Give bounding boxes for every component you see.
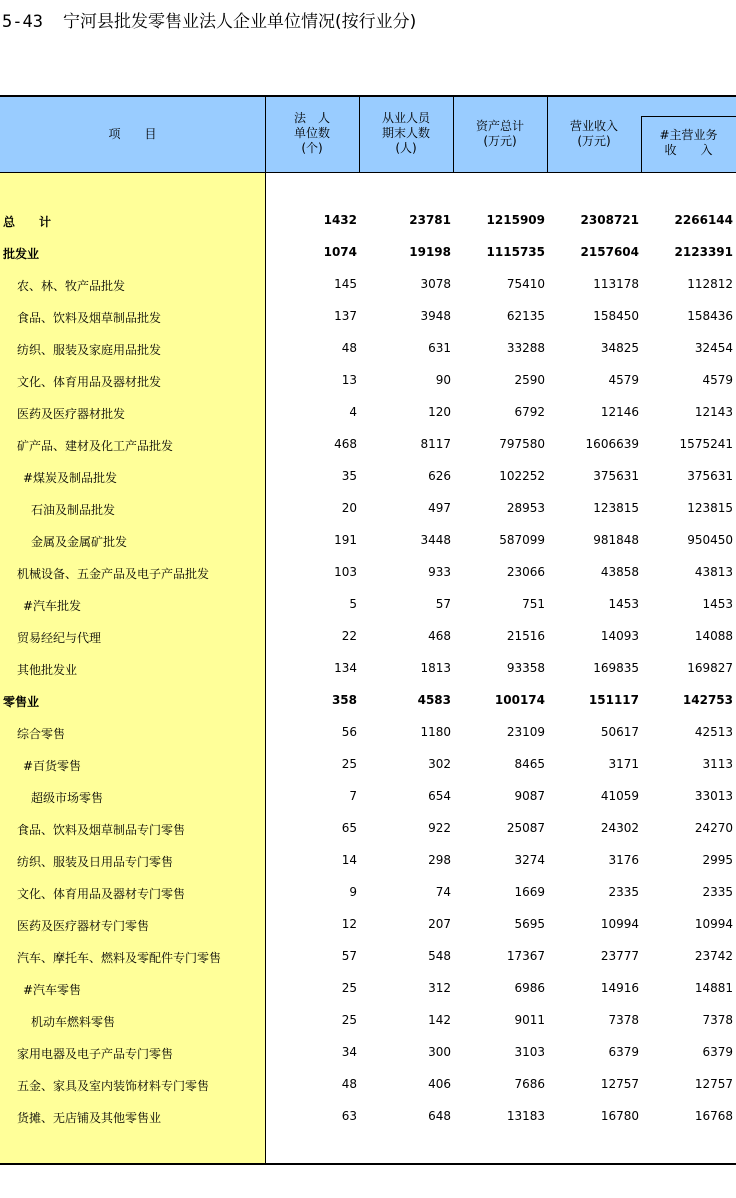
cell-value: 90 [435,373,451,387]
cell-value: 23777 [600,949,639,963]
cell-value: 302 [428,757,451,771]
cell-value: 43858 [600,565,639,579]
cell-value: 12 [341,917,357,931]
table-row [0,813,736,845]
cell-value: 145 [334,277,357,291]
table-row [0,461,736,493]
cell-value: 12146 [600,405,639,419]
row-label: #汽车批发 [23,599,82,613]
cell-value: 1453 [608,597,639,611]
cell-value: 5695 [514,917,545,931]
cell-value: 16768 [694,1109,733,1123]
cell-value: 14916 [600,981,639,995]
cell-value: 32454 [694,341,733,355]
cell-value: 298 [428,853,451,867]
cell-value: 48 [341,341,357,355]
cell-value: 1215909 [486,213,545,227]
cell-value: 10994 [600,917,639,931]
cell-value: 25087 [506,821,545,835]
cell-value: 2335 [608,885,639,899]
cell-value: 751 [522,597,545,611]
row-label: 总 计 [3,215,52,229]
cell-value: 120 [428,405,451,419]
cell-value: 3448 [420,533,451,547]
cell-value: 14093 [600,629,639,643]
row-label: 金属及金属矿批发 [31,535,128,549]
table-row [0,237,736,269]
table-row [0,333,736,365]
cell-value: 25 [341,1013,357,1027]
row-label: 医药及医疗器材专门零售 [17,919,150,933]
cell-value: 7378 [702,1013,733,1027]
table-row [0,525,736,557]
cell-value: 2590 [514,373,545,387]
row-label: 纺织、服装及日用品专门零售 [17,855,174,869]
cell-value: 21516 [506,629,545,643]
cell-value: 12143 [694,405,733,419]
cell-value: 25 [341,981,357,995]
cell-value: 142753 [682,693,733,707]
cell-value: 2123391 [674,245,733,259]
cell-value: 3078 [420,277,451,291]
cell-value: 2335 [702,885,733,899]
cell-value: 24270 [694,821,733,835]
row-label: 农、林、牧产品批发 [17,279,126,293]
cell-value: 631 [428,341,451,355]
cell-value: 3113 [702,757,733,771]
table-row [0,909,736,941]
cell-value: 5 [349,597,357,611]
cell-value: 3948 [420,309,451,323]
cell-value: 158436 [687,309,733,323]
row-label: 综合零售 [17,727,66,741]
sub-header-rule [641,116,736,117]
table-title: 宁河县批发零售业法人企业单位情况(按行业分) [62,12,417,32]
cell-value: 93358 [506,661,545,675]
cell-value: 1813 [420,661,451,675]
cell-value: 7686 [514,1077,545,1091]
cell-value: 648 [428,1109,451,1123]
cell-value: 3103 [514,1045,545,1059]
row-label: 石油及制品批发 [31,503,116,517]
row-label: 纺织、服装及家庭用品批发 [17,343,162,357]
cell-value: 42513 [694,725,733,739]
row-label: 矿产品、建材及化工产品批发 [17,439,174,453]
header-revenue: 营业收入 (万元) [569,119,618,148]
cell-value: 10994 [694,917,733,931]
cell-value: 113178 [593,277,639,291]
cell-value: 933 [428,565,451,579]
header-item: 项 目 [108,127,157,141]
cell-value: 406 [428,1077,451,1091]
cell-value: 123815 [687,501,733,515]
table-row [0,1069,736,1101]
cell-value: 35 [341,469,357,483]
table-row [0,429,736,461]
cell-value: 6379 [702,1045,733,1059]
cell-value: 24302 [600,821,639,835]
cell-value: 25 [341,757,357,771]
table-row [0,397,736,429]
page-title [2,7,416,32]
row-label: 食品、饮料及烟草制品批发 [17,311,162,325]
table-row [0,301,736,333]
cell-value: 33013 [694,789,733,803]
cell-value: 62135 [506,309,545,323]
cell-value: 4 [349,405,357,419]
cell-value: 34825 [600,341,639,355]
cell-value: 7378 [608,1013,639,1027]
cell-value: 300 [428,1045,451,1059]
table-row [0,1037,736,1069]
cell-value: 4579 [608,373,639,387]
cell-value: 33288 [506,341,545,355]
cell-value: 922 [428,821,451,835]
cell-value: 207 [428,917,451,931]
table-row [0,781,736,813]
table-row [0,1101,736,1133]
table-row [0,877,736,909]
row-label: 汽车、摩托车、燃料及零配件专门零售 [17,951,222,965]
cell-value: 123815 [593,501,639,515]
cell-value: 56 [341,725,357,739]
cell-value: 48 [341,1077,357,1091]
cell-value: 28953 [506,501,545,515]
cell-value: 137 [334,309,357,323]
cell-value: 7 [349,789,357,803]
row-label: 文化、体育用品及器材专门零售 [17,887,186,901]
table-row [0,685,736,717]
cell-value: 34 [341,1045,357,1059]
cell-value: 468 [428,629,451,643]
cell-value: 468 [334,437,357,451]
cell-value: 3274 [514,853,545,867]
cell-value: 654 [428,789,451,803]
cell-value: 375631 [593,469,639,483]
cell-value: 14 [341,853,357,867]
cell-value: 12757 [694,1077,733,1091]
row-label: 家用电器及电子产品专门零售 [17,1047,174,1061]
cell-value: 16780 [600,1109,639,1123]
cell-value: 4579 [702,373,733,387]
row-label: 文化、体育用品及器材批发 [17,375,162,389]
table-number: 5-43 [2,12,43,32]
cell-value: 548 [428,949,451,963]
row-label: #百货零售 [23,759,82,773]
cell-value: 1669 [514,885,545,899]
cell-value: 151117 [588,693,639,707]
cell-value: 3171 [608,757,639,771]
cell-value: 626 [428,469,451,483]
table-row [0,205,736,237]
row-label: 机动车燃料零售 [31,1015,116,1029]
cell-value: 1115735 [486,245,545,259]
table-row [0,973,736,1005]
cell-value: 497 [428,501,451,515]
cell-value: 23781 [409,213,451,227]
cell-value: 142 [428,1013,451,1027]
row-label: 货摊、无店铺及其他零售业 [17,1111,162,1125]
cell-value: 2157604 [580,245,639,259]
cell-value: 75410 [506,277,545,291]
cell-value: 950450 [687,533,733,547]
row-label: 五金、家具及室内装饰材料专门零售 [17,1079,210,1093]
cell-value: 22 [341,629,357,643]
table-row [0,653,736,685]
cell-value: 19198 [409,245,451,259]
cell-value: 169835 [593,661,639,675]
cell-value: 158450 [593,309,639,323]
cell-value: 8117 [420,437,451,451]
cell-value: 43813 [694,565,733,579]
cell-value: 13183 [506,1109,545,1123]
cell-value: 1180 [420,725,451,739]
cell-value: 63 [341,1109,357,1123]
header-assets: 资产总计 (万元) [475,119,524,148]
cell-value: 103 [334,565,357,579]
header-main-revenue: #主营业务 收 入 [659,128,718,157]
row-label: 其他批发业 [17,663,78,677]
cell-value: 102252 [499,469,545,483]
cell-value: 1432 [323,213,357,227]
table-row [0,845,736,877]
header-units: 法 人 单位数 (个) [293,111,330,155]
header-rule [0,172,736,173]
cell-value: 23742 [694,949,733,963]
cell-value: 12757 [600,1077,639,1091]
cell-value: 3176 [608,853,639,867]
row-label: 超级市场零售 [31,791,104,805]
header-employees: 从业人员 期末人数 (人) [381,111,430,155]
cell-value: 1575241 [679,437,733,451]
table-row [0,621,736,653]
row-label: 食品、饮料及烟草制品专门零售 [17,823,186,837]
top-rule [0,95,736,97]
cell-value: 6986 [514,981,545,995]
cell-value: 1606639 [585,437,639,451]
table-row [0,717,736,749]
cell-value: 191 [334,533,357,547]
table-row [0,1005,736,1037]
table-row [0,749,736,781]
cell-value: 100174 [494,693,545,707]
cell-value: 23109 [506,725,545,739]
table-row [0,941,736,973]
table-row [0,365,736,397]
cell-value: 375631 [687,469,733,483]
cell-value: 6379 [608,1045,639,1059]
cell-value: 358 [331,693,357,707]
table-row [0,269,736,301]
cell-value: 797580 [499,437,545,451]
cell-value: 20 [341,501,357,515]
row-label: 贸易经纪与代理 [17,631,102,645]
bottom-rule [0,1163,736,1165]
table-row [0,589,736,621]
table-row [0,493,736,525]
cell-value: 2266144 [674,213,733,227]
row-label: 零售业 [3,695,40,709]
cell-value: 9 [349,885,357,899]
cell-value: 4583 [417,693,451,707]
row-label: 批发业 [3,247,40,261]
cell-value: 1074 [323,245,357,259]
row-label: 机械设备、五金产品及电子产品批发 [17,567,210,581]
row-label: 医药及医疗器材批发 [17,407,126,421]
cell-value: 13 [341,373,357,387]
cell-value: 169827 [687,661,733,675]
row-label: #汽车零售 [23,983,82,997]
cell-value: 134 [334,661,357,675]
cell-value: 14088 [694,629,733,643]
cell-value: 23066 [506,565,545,579]
cell-value: 17367 [506,949,545,963]
cell-value: 2995 [702,853,733,867]
table-row [0,557,736,589]
cell-value: 981848 [593,533,639,547]
cell-value: 50617 [600,725,639,739]
cell-value: 74 [435,885,451,899]
cell-value: 587099 [499,533,545,547]
cell-value: 14881 [694,981,733,995]
cell-value: 8465 [514,757,545,771]
cell-value: 2308721 [580,213,639,227]
cell-value: 312 [428,981,451,995]
cell-value: 41059 [600,789,639,803]
cell-value: 57 [435,597,451,611]
cell-value: 9011 [514,1013,545,1027]
cell-value: 57 [341,949,357,963]
cell-value: 1453 [702,597,733,611]
row-label: #煤炭及制品批发 [23,471,118,485]
cell-value: 65 [341,821,357,835]
cell-value: 6792 [514,405,545,419]
cell-value: 9087 [514,789,545,803]
cell-value: 112812 [687,277,733,291]
